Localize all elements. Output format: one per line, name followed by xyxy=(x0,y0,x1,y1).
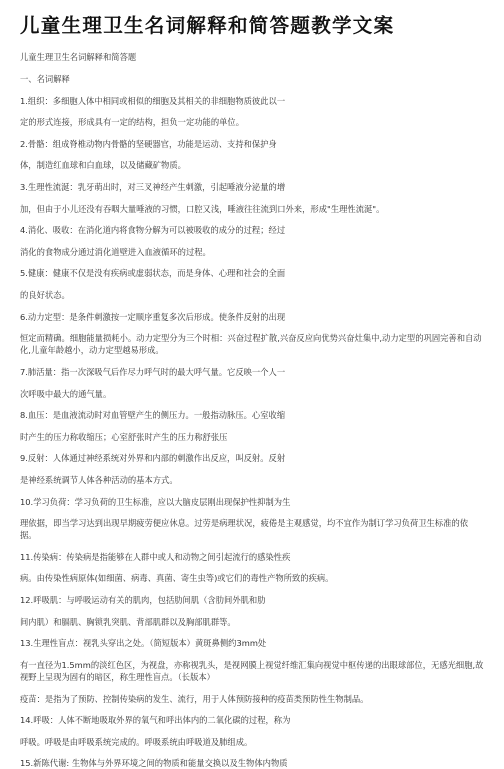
paragraph-line: 3.生理性流涎：乳牙萌出时，对三叉神经产生刺激，引起唾液分泌量的增 xyxy=(20,182,286,193)
paragraph-line: 时产生的压力称收缩压；心室舒张时产生的压力称舒张压 xyxy=(20,431,228,442)
paragraph-line: 9.反射：人体通过神经系统对外界和内部的刺激作出反应，叫反射。反射 xyxy=(20,453,286,464)
paragraph-line: 12.呼吸肌：与呼吸运动有关的肌肉，包括肋间肌（含肋间外肌和肋 xyxy=(20,595,266,606)
paragraph-line: 1.组织：多细胞人体中相同或相似的细胞及其相关的非细胞物质彼此以一 xyxy=(20,95,286,106)
paragraph-line: 次呼吸中最大的通气量。 xyxy=(20,388,112,399)
paragraph-line: 4.消化、吸收：在消化道内将食物分解为可以被吸收的成分的过程；经过 xyxy=(20,225,286,236)
paragraph-line: 病。由传染性病原体(如细菌、病毒、真菌、寄生虫等)或它们的毒性产物所致的疾病。 xyxy=(20,573,334,584)
paragraph-line: 有一直径为1.5mm的淡红色区，为视盘，亦称视乳头，是视网膜上视觉纤维汇集向视觉中枢传递的出眼球部位，无感光细胞,故视野上呈现为固有的暗区，称生理性盲点。（长版本） xyxy=(20,659,484,682)
paragraph-line: 5.健康：健康不仅是没有疾病或虚弱状态，而是身体、心理和社会的全面 xyxy=(20,268,286,279)
paragraph-line: 14.呼吸：人体不断地吸取外界的氧气和呼出体内的二氧化碳的过程，称为 xyxy=(20,715,291,726)
section-heading: 一、名词解释 xyxy=(20,74,70,84)
subtitle: 儿童生理卫生名词解释和简答题 xyxy=(20,52,137,63)
paragraph-line: 10.学习负荷：学习负荷的卫生标准，应以大脑皮层刚出现保护性抑制为生 xyxy=(20,496,291,507)
paragraph-line: 体，制造红血球和白血球，以及储藏矿物质。 xyxy=(20,160,186,171)
paragraph-line: 11.传染病：传染病是指能够在人群中或人和动物之间引起流行的感染性疾 xyxy=(20,551,291,562)
paragraph-line: 7.肺活量：指一次深吸气后作尽力呼气时的最大呼气量。它反映一个人一 xyxy=(20,366,286,377)
paragraph-line: 消化的食物成分通过消化道壁进入血液循环的过程。 xyxy=(20,246,211,257)
paragraph-line: 15.新陈代谢: 生物体与外界环境之间的物质和能量交换以及生物体内物质 xyxy=(20,758,288,769)
paragraph-line: 恒定而精确。细胞能量损耗小。动力定型分为三个时相：兴奋过程扩散,兴奋反应向优势兴奋灶集中,动力定型的巩固完善和自动化,儿童年龄越小，动力定型越易形成。 xyxy=(20,333,482,356)
paragraph-line: 2.骨骼：组成脊椎动物内骨骼的坚硬器官，功能是运动、支持和保护身 xyxy=(20,138,277,149)
paragraph-line: 8.血压：是血液流动时对血管壁产生的侧压力。一般指动脉压。心室收缩 xyxy=(20,410,286,421)
document-title: 儿童生理卫生名词解释和简答题教学文案 xyxy=(20,14,395,37)
paragraph-line: 呼吸。呼吸是由呼吸系统完成的。呼吸系统由呼吸道及肺组成。 xyxy=(20,736,253,747)
paragraph-line: 6.动力定型：是条件刺激按一定顺序重复多次后形成。使条件反射的出现 xyxy=(20,311,286,322)
paragraph-line: 间内肌）和膈肌、胸锁乳突肌、背部肌群以及胸部肌群等。 xyxy=(20,616,236,627)
paragraph-line: 13.生理性盲点：视乳头穿出之处。（简短版本）黄斑鼻侧约3mm处 xyxy=(20,638,267,649)
paragraph-line: 理依据，即当学习达到出现早期疲劳便应休息。过劳是病理状况，疲倦是主观感觉，均不宜作为制订学习负荷卫生标准的依据。 xyxy=(20,518,469,541)
paragraph-line: 的良好状态。 xyxy=(20,290,70,301)
paragraph-line: 定的形式连接，形成具有一定的结构，担负一定功能的单位。 xyxy=(20,117,245,128)
paragraph-line: 是神经系统调节人体各种活动的基本方式。 xyxy=(20,474,178,485)
paragraph-line: 疫苗：是指为了预防、控制传染病的发生、流行，用于人体预防接种的疫苗类预防性生物制品。 xyxy=(20,693,369,704)
paragraph-line: 加，但由于小儿还没有吞咽大量唾液的习惯，口腔又浅，唾液往往流到口外来，形成"生理性流涎"。 xyxy=(20,203,385,214)
